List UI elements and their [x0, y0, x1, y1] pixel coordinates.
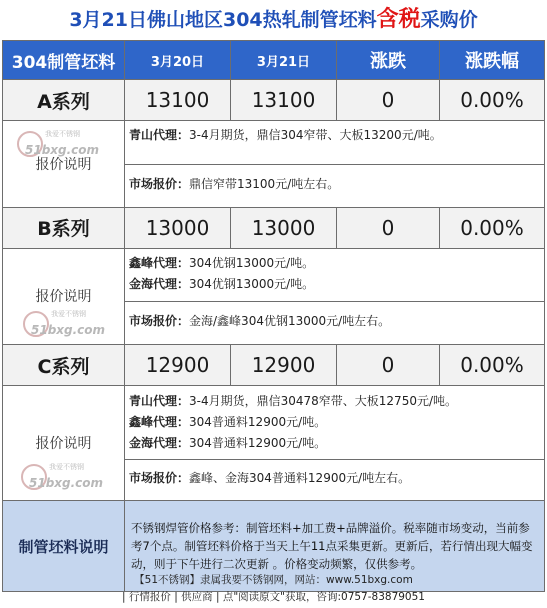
series-change-pct: 0.00% [440, 80, 545, 121]
desc-value: 鼎信窄带13100元/吨左右。 [189, 177, 340, 192]
desc-text-cell [125, 248, 545, 344]
desc-key: 青山代理： [129, 394, 190, 409]
series-row-b [3, 207, 545, 248]
series-change: 0 [337, 80, 440, 121]
series-change: 0 [337, 344, 440, 385]
watermark-circle-icon [21, 464, 47, 490]
desc-market-line [129, 311, 390, 332]
header-change: 涨跌 [337, 41, 440, 80]
desc-market-line [129, 468, 410, 489]
desc-value: 3-4月期货，鼎信30478窄带、大板12750元/吨。 [189, 394, 458, 409]
series-prev-price: 13100 [125, 80, 231, 121]
header-date-2: 3月21日 [231, 41, 337, 80]
desc-label-cell [3, 386, 125, 501]
desc-value: 鑫峰、金海304普通料12900元/吨左右。 [189, 471, 411, 486]
desc-key: 金海代理： [129, 277, 190, 292]
desc-label-cell [3, 121, 125, 208]
desc-key: 市场报价： [129, 314, 190, 329]
watermark-slogan: 我爱不锈钢 [51, 309, 86, 318]
desc-market-line [129, 174, 339, 195]
watermark-domain: 51bxg.com [31, 322, 106, 337]
desc-line [129, 412, 540, 433]
series-row-a [3, 80, 545, 121]
bottom-info [0, 572, 547, 606]
desc-line [129, 253, 540, 274]
header-change-pct: 涨跌幅 [440, 41, 545, 80]
watermark-circle-icon [23, 311, 49, 337]
desc-key: 金海代理： [129, 436, 190, 451]
series-change-pct: 0.00% [440, 344, 545, 385]
title-tax: 含税 [376, 7, 421, 32]
desc-label: 报价说明 [35, 436, 92, 453]
desc-key: 青山代理： [129, 128, 190, 143]
bottom-line-1: 【51不锈钢】隶属我要不锈钢网，网站：www.51bxg.com [134, 574, 413, 586]
watermark-slogan: 我爱不锈钢 [49, 463, 84, 472]
desc-value: 304优钢13000元/吨。 [189, 277, 315, 292]
series-curr-price: 13000 [231, 207, 337, 248]
price-table [2, 40, 545, 592]
desc-text-cell [125, 121, 545, 208]
desc-line [129, 391, 540, 412]
desc-label-cell [3, 248, 125, 344]
series-name: C系列 [3, 344, 125, 385]
desc-line [129, 433, 540, 454]
desc-label: 报价说明 [35, 289, 92, 306]
series-curr-price: 12900 [231, 344, 337, 385]
watermark-circle-icon [17, 131, 43, 157]
desc-line [129, 125, 540, 146]
watermark-domain: 51bxg.com [29, 476, 104, 491]
page-title [0, 0, 547, 40]
series-change: 0 [337, 207, 440, 248]
series-prev-price: 13000 [125, 207, 231, 248]
desc-value: 304优钢13000元/吨。 [189, 256, 315, 271]
footer-label: 制管坯料说明 [3, 501, 125, 592]
desc-text-cell [125, 386, 545, 501]
desc-key: 鑫峰代理： [129, 256, 190, 271]
watermark-logo [23, 307, 106, 341]
series-name: B系列 [3, 207, 125, 248]
title-suffix: 采购价 [420, 9, 478, 31]
series-name: A系列 [3, 80, 125, 121]
table-header-row [3, 41, 545, 80]
desc-value: 304普通料12900元/吨。 [189, 436, 327, 451]
desc-key: 鑫峰代理： [129, 415, 190, 430]
desc-line [129, 274, 540, 295]
series-row-c [3, 344, 545, 385]
series-change-pct: 0.00% [440, 207, 545, 248]
desc-row-c [3, 386, 545, 501]
footer-text: 不锈钢焊管价格参考：制管坯料+加工费+品牌溢价。税率随市场变动，当前参考7个点。制管坯料价格于当天上午11点采集更新。更新后，若行情出现大幅变动，则于下午进行二次更新 。价格变动频繁，仅供参考。 [125, 501, 545, 592]
bottom-line-2: | 行情报价 | 供应商 | 点"阅读原文"获取，咨询:0757-83879051 [122, 591, 425, 603]
desc-key: 市场报价： [129, 177, 190, 192]
desc-value: 3-4月期货，鼎信304窄带、大板13200元/吨。 [189, 128, 442, 143]
watermark-logo [21, 460, 104, 494]
series-curr-price: 13100 [231, 80, 337, 121]
desc-value: 304普通料12900元/吨。 [189, 415, 327, 430]
title-main: 3月21日佛山地区304热轧制管坯料 [69, 9, 377, 31]
header-date-1: 3月20日 [125, 41, 231, 80]
desc-row-b [3, 248, 545, 344]
watermark-domain: 51bxg.com [25, 143, 100, 158]
desc-row-a [3, 121, 545, 208]
desc-key: 市场报价： [129, 471, 190, 486]
header-product: 304制管坯料 [3, 41, 125, 80]
series-prev-price: 12900 [125, 344, 231, 385]
desc-value: 金海/鑫峰304优钢13000元/吨左右。 [189, 314, 391, 329]
desc-label: 报价说明 [35, 156, 92, 173]
watermark-slogan: 我爱不锈钢 [45, 130, 80, 139]
